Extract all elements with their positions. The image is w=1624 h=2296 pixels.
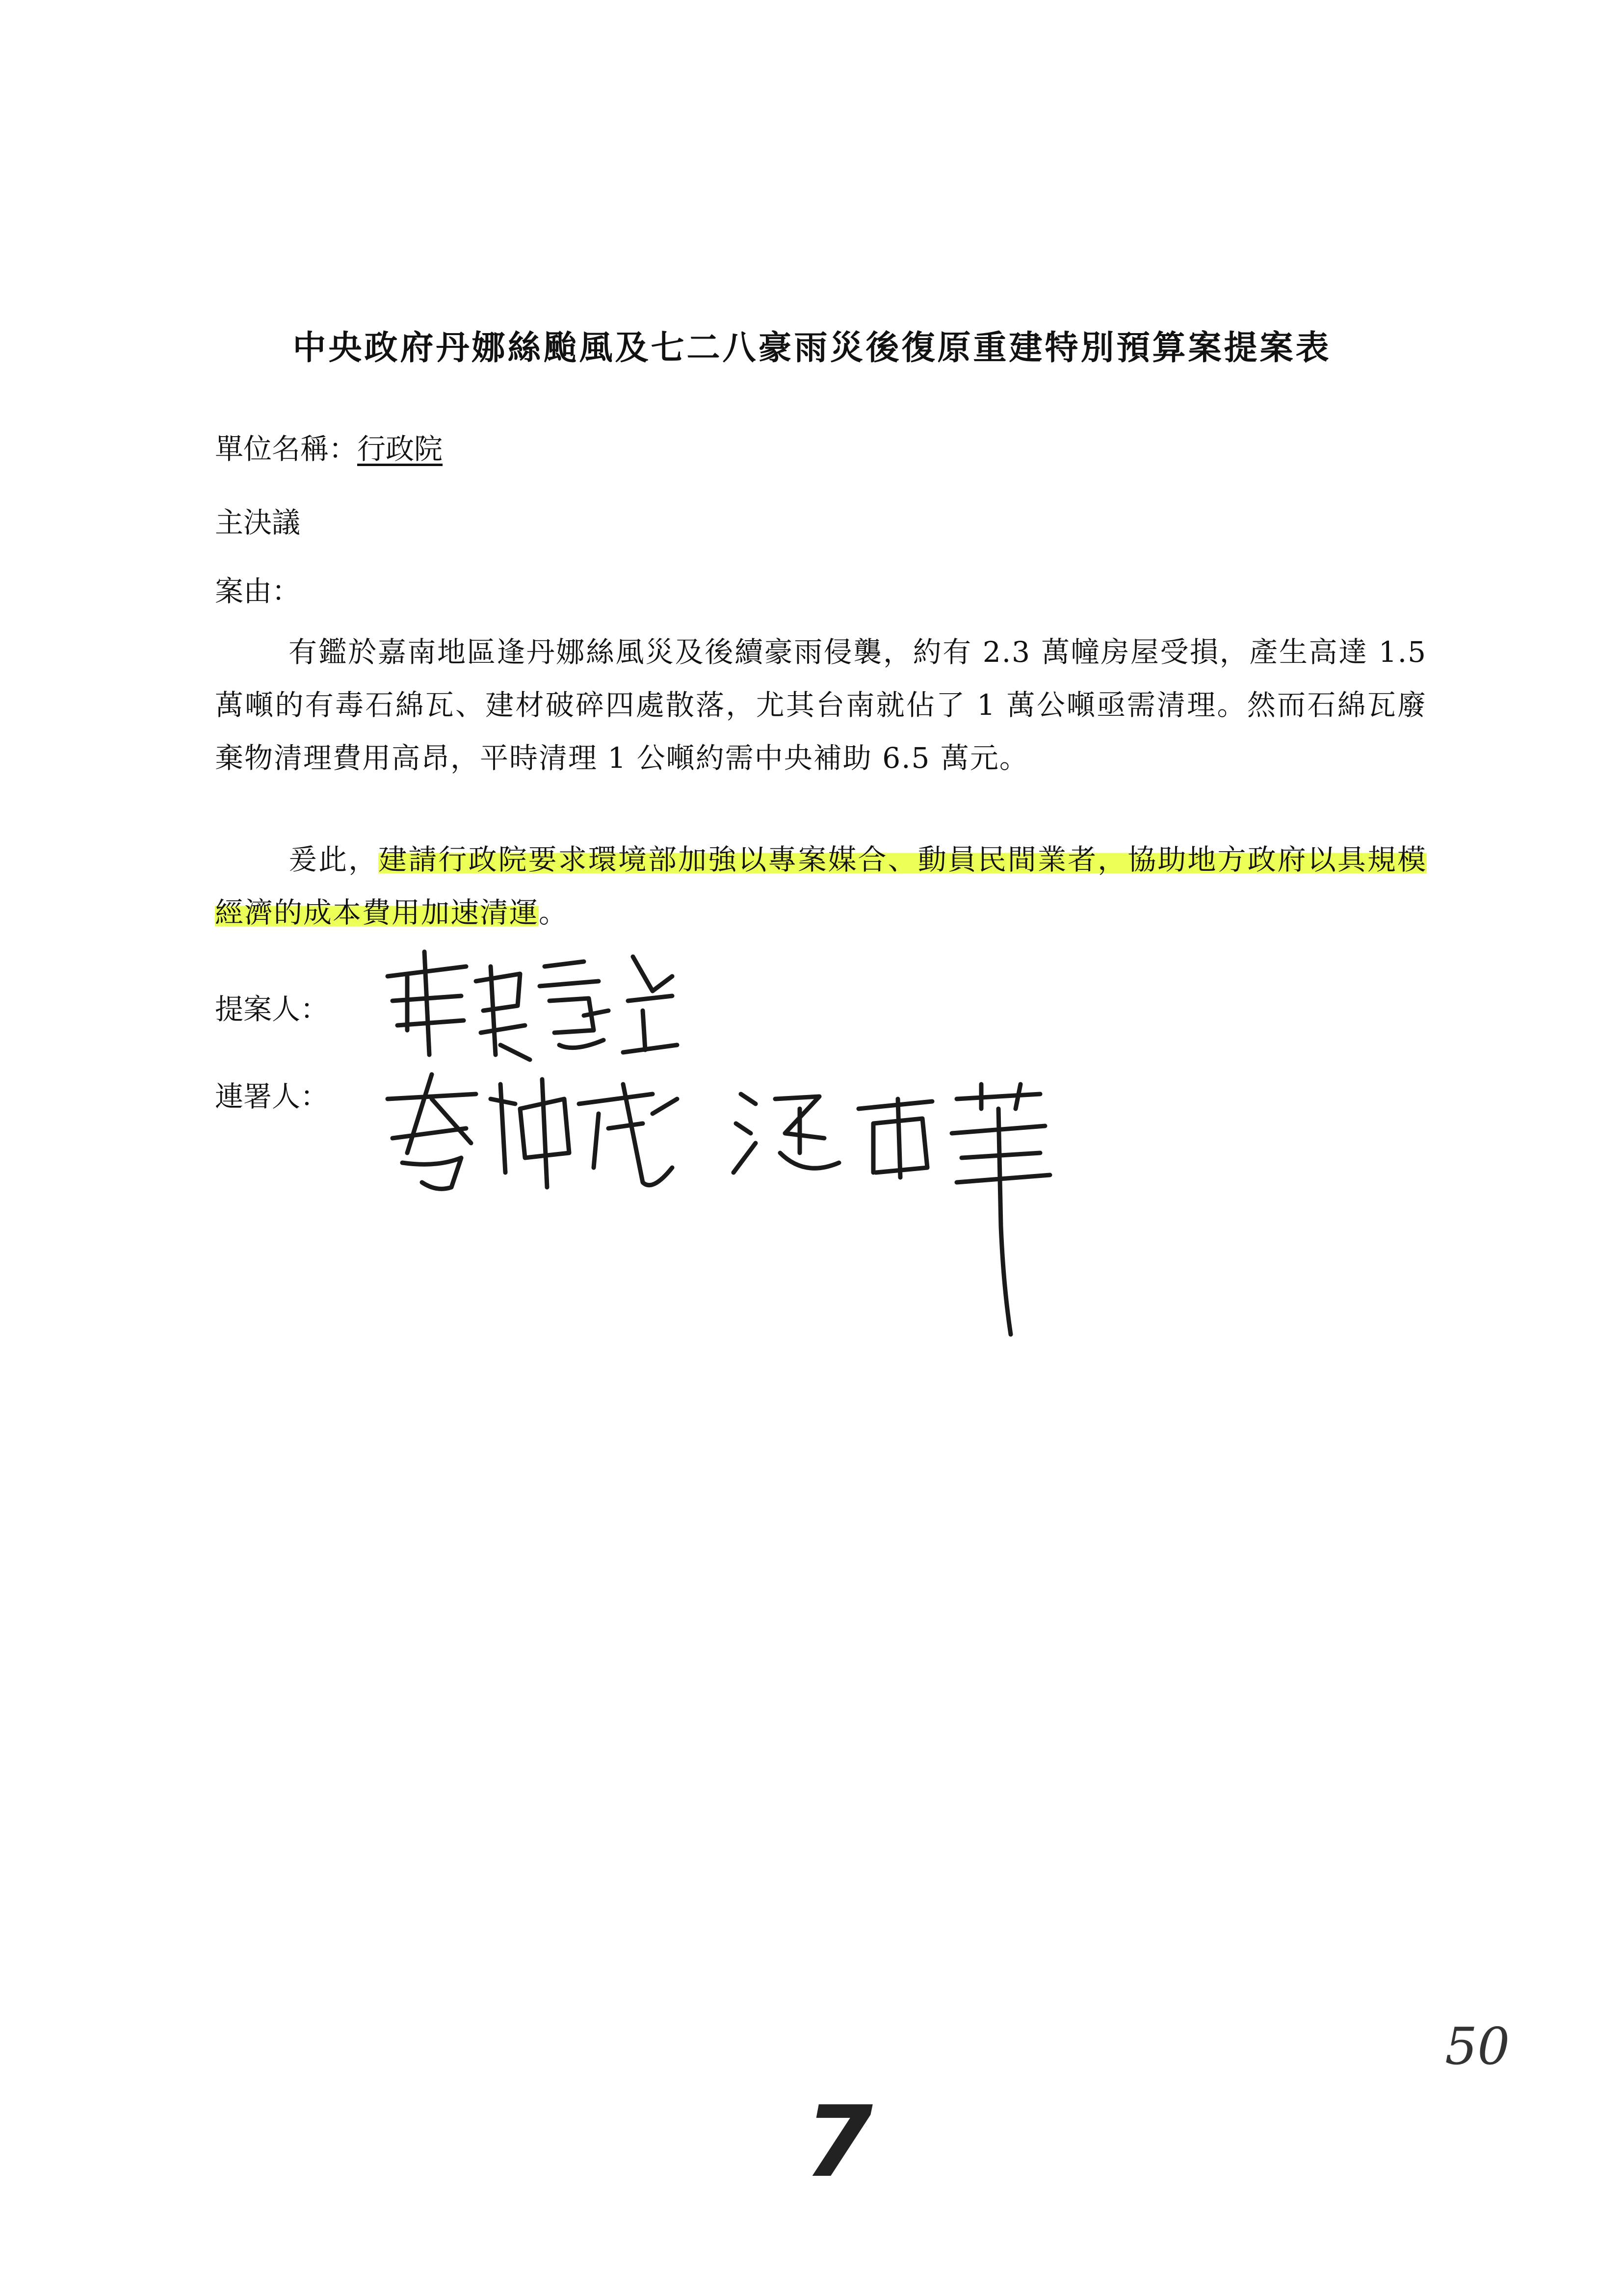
decision-type: 主決議 [215, 506, 301, 539]
subject-label: 案由： [215, 574, 301, 608]
proposer-signature [378, 947, 682, 1065]
paragraph-2-end: 。 [539, 896, 569, 929]
page-number: 7 [805, 2085, 873, 2199]
subject-paragraph-2 [215, 833, 1427, 939]
unit-label: 單位名稱： [215, 432, 358, 466]
paragraph-2-lead: 爰此， [288, 843, 379, 876]
proposer-label: 提案人： [215, 992, 329, 1026]
cosigner-signature-1 [378, 1070, 692, 1197]
unit-line [215, 426, 443, 467]
handwritten-number: 50 [1445, 2016, 1510, 2076]
highlighted-request: 建請行政院要求環境部加強以專案媒合、動員民間業者，協助地方政府以具規模經濟的成本費用加速清運 [215, 843, 1427, 929]
cosigner-label: 連署人： [215, 1080, 329, 1113]
unit-value: 行政院 [357, 432, 443, 466]
cosigner-signature-2 [726, 1079, 1070, 1344]
document-title: 中央政府丹娜絲颱風及七二八豪雨災後復原重建特別預算案提案表 [292, 328, 1332, 367]
subject-paragraph-1: 有鑑於嘉南地區逢丹娜絲風災及後續豪雨侵襲，約有 2.3 萬幢房屋受損，產生高達 1.5 萬噸的有毒石綿瓦、建材破碎四處散落，尤其台南就佔了 1 萬公噸亟需清理。然而石綿瓦廢棄物清理費用高昂，平時清理 1 公噸約需中央補助 6.5 萬元。 [215, 635, 1427, 775]
